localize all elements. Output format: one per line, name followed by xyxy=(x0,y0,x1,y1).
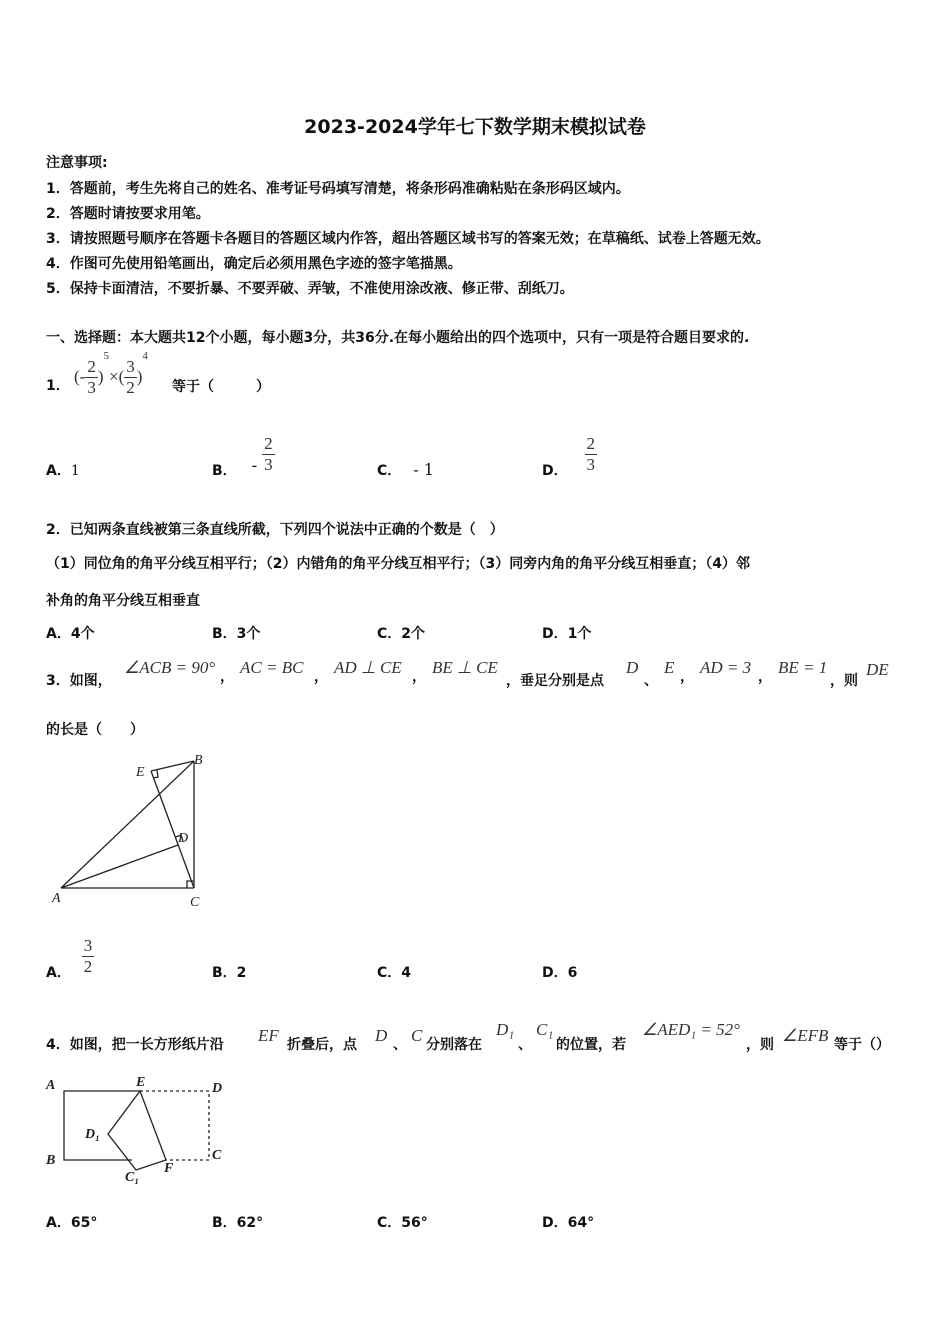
q3-mid-text: ，垂足分别是点 xyxy=(506,673,604,689)
q2-option-b[interactable]: B．3个 xyxy=(212,626,261,642)
q4-point: C₁ xyxy=(536,1020,554,1039)
q4-option-b[interactable]: B．62° xyxy=(212,1215,264,1231)
label-c1: C₁ xyxy=(125,1170,140,1185)
q2-option-d[interactable]: D．1个 xyxy=(542,626,592,642)
q3-option-a[interactable]: A． $\frac{3}{2}$ xyxy=(46,936,93,981)
q4-point: C xyxy=(411,1026,423,1045)
q4-option-c[interactable]: C．56° xyxy=(377,1215,428,1231)
q4-angle-condition: ∠AED₁ = 52° xyxy=(642,1020,740,1039)
q3-figure xyxy=(40,745,220,915)
label-c: C xyxy=(212,1148,222,1163)
q1-option-b[interactable]: B． - $\frac{2}{3}$ xyxy=(212,434,273,479)
segment-ad xyxy=(61,845,178,888)
q1-tail: 等于（ ） xyxy=(172,379,270,395)
label-d: D xyxy=(178,831,189,846)
q1-expression: (- $\frac{2}{3}$ )$^5$×( $\frac{3}{2}$ )$^4$ xyxy=(74,350,148,397)
segment-ce xyxy=(151,771,194,888)
q3-then: ，则 xyxy=(830,673,858,689)
label-e: E xyxy=(136,1075,146,1090)
q2-statements: （1）同位角的角平分线互相平行；（2）内错角的角平分线互相平行；（3）同旁内角的角平分线互相垂直；（4）邻 xyxy=(46,556,750,572)
q2-option-c[interactable]: C．2个 xyxy=(377,626,426,642)
q3-condition: ∠ACB = 90° xyxy=(124,658,216,677)
q3-option-d[interactable]: D．6 xyxy=(542,965,578,981)
q2-statements-cont: 补角的角平分线互相垂直 xyxy=(46,593,200,609)
q4-segment: EF xyxy=(258,1026,279,1045)
label-d: D xyxy=(212,1081,223,1096)
notice-item: 4．作图可先使用铅笔画出，确定后必须用黑色字迹的签字笔描黑。 xyxy=(46,256,462,272)
label-d1: D₁ xyxy=(85,1127,100,1142)
q3-condition: AD ⊥ CE xyxy=(334,658,402,677)
label-e: E xyxy=(136,765,145,780)
q4-option-d[interactable]: D．64° xyxy=(542,1215,595,1231)
q3-point: D xyxy=(626,658,639,677)
q4-prefix: 4．如图，把一长方形纸片沿 xyxy=(46,1037,224,1053)
page-title: 2023-2024学年七下数学期末模拟试卷 xyxy=(304,116,646,138)
q4-pos-text: 的位置，若 xyxy=(556,1037,626,1053)
label-f: F xyxy=(164,1161,174,1176)
q3-question: 的长是（ ） xyxy=(46,722,144,738)
q4-tail: 等于（） xyxy=(834,1037,890,1053)
q3-option-c[interactable]: C．4 xyxy=(377,965,412,981)
q4-then: ，则 xyxy=(746,1037,774,1053)
q2-stem: 2．已知两条直线被第三条直线所截，下列四个说法中正确的个数是（ ） xyxy=(46,522,504,538)
folded-quadrilateral xyxy=(108,1091,166,1170)
q4-point: D₁ xyxy=(496,1020,515,1039)
q3-condition: AD = 3 xyxy=(700,658,752,677)
notice-item: 1．答题前，考生先将自己的姓名、准考证号码填写清楚，将条形码准确粘贴在条形码区域内。 xyxy=(46,181,630,197)
q4-fall-text: 分别落在 xyxy=(426,1037,482,1053)
q1-option-a[interactable]: A．1 xyxy=(46,463,80,479)
q3-segment: DE xyxy=(866,660,889,679)
q4-angle: ∠EFB xyxy=(782,1026,829,1045)
segment-be xyxy=(151,761,194,771)
label-b: B xyxy=(194,753,203,768)
section-heading: 一、选择题：本大题共12个小题，每小题3分，共36分.在每小题给出的四个选项中，只有一项是符合题目要求的. xyxy=(46,330,750,346)
q3-condition: BE ⊥ CE xyxy=(432,658,498,677)
q4-fold-text: 折叠后，点 xyxy=(287,1037,357,1053)
q3-point: E xyxy=(664,658,675,677)
q3-condition: AC = BC xyxy=(240,658,304,677)
rectangle-folded-part xyxy=(140,1091,209,1160)
label-a: A xyxy=(52,891,61,906)
segment-ab xyxy=(61,761,194,888)
label-c: C xyxy=(190,895,200,910)
q4-option-a[interactable]: A．65° xyxy=(46,1215,98,1231)
q1-option-d[interactable]: D． $\frac{2}{3}$ xyxy=(542,434,595,479)
q3-option-b[interactable]: B．2 xyxy=(212,965,247,981)
label-b: B xyxy=(46,1153,56,1168)
q4-figure xyxy=(40,1068,240,1188)
notice-item: 5．保持卡面清洁，不要折暴、不要弄破、弄皱，不准使用涂改液、修正带、刮纸刀。 xyxy=(46,281,574,297)
q3-prefix: 3．如图， xyxy=(46,673,112,689)
q1-number: 1． xyxy=(46,378,70,394)
notice-item: 3．请按照题号顺序在答题卡各题目的答题区域内作答，超出答题区域书写的答案无效；在草稿纸、试卷上答题无效。 xyxy=(46,231,770,247)
label-a: A xyxy=(46,1078,56,1093)
q1-option-c[interactable]: C． - 1 xyxy=(377,460,434,479)
rectangle-left-part xyxy=(64,1091,140,1160)
q3-condition: BE = 1 xyxy=(778,658,828,677)
q4-point: D xyxy=(375,1026,388,1045)
q2-option-a[interactable]: A．4个 xyxy=(46,626,95,642)
notice-heading: 注意事项: xyxy=(46,155,108,171)
notice-item: 2．答题时请按要求用笔。 xyxy=(46,206,210,222)
